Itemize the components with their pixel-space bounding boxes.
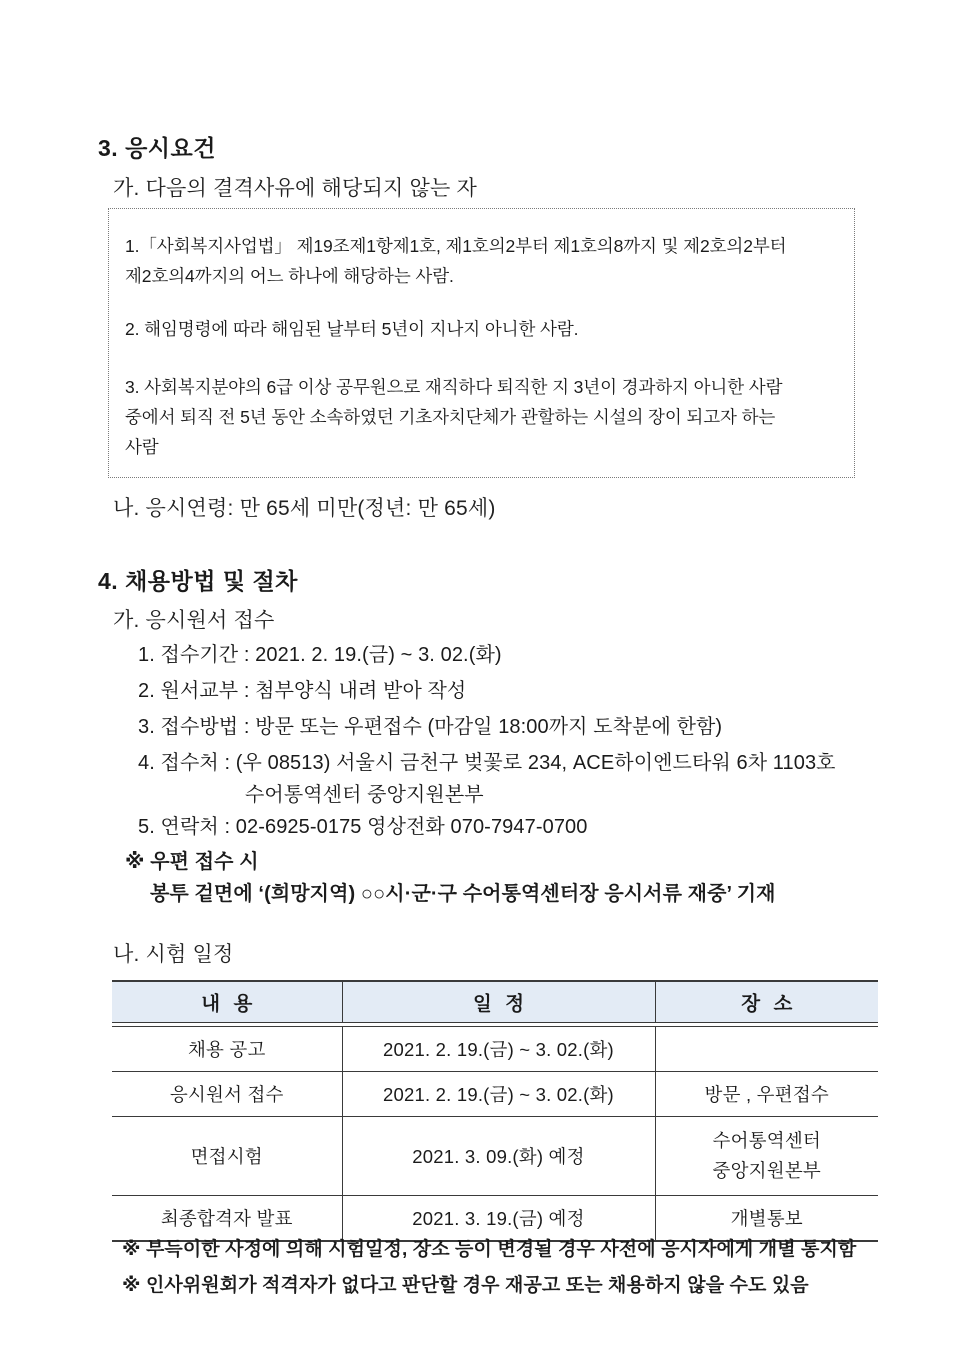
disqualification-box	[108, 208, 855, 478]
application-item-4-continuation: 수어통역센터 중앙지원본부	[245, 784, 484, 806]
row-4-schedule: 2021. 3. 19.(금) 예정	[342, 1196, 655, 1242]
schedule-header-content: 내 용	[112, 981, 342, 1023]
table-row	[112, 1027, 878, 1072]
disqualification-item-3-line-3: 사람	[125, 437, 159, 457]
section-3-heading	[98, 130, 216, 163]
application-item-2: 2. 원서교부 : 첨부양식 내려 받아 작성	[138, 680, 467, 702]
row-3-place	[655, 1117, 878, 1196]
schedule-table	[112, 980, 878, 1242]
disqualification-item-2-line-1: 2. 해임명령에 따라 해임된 날부터 5년이 지나지 아니한 사람.	[125, 319, 579, 339]
schedule-table-header-row	[112, 981, 878, 1023]
section-4-number: 4.	[98, 568, 119, 594]
row-2-schedule: 2021. 2. 19.(금) ~ 3. 02.(화)	[342, 1072, 655, 1117]
section-4-sub-label-a: 가. 응시원서 접수	[113, 609, 275, 632]
disqualification-item-1-line-1: 1.「사회복지사업법」 제19조제1항제1호, 제1호의2부터 제1호의8까지 및 제2호의2부터	[125, 236, 787, 256]
application-item-4: 4. 접수처 : (우 08513) 서울시 금천구 벚꽃로 234, ACE하이엔드타워 6차 1103호	[138, 752, 836, 774]
section-4-sub-label-b: 나. 시험 일정	[113, 943, 234, 966]
row-4-content: 최종합격자 발표	[112, 1196, 342, 1242]
table-row	[112, 1072, 878, 1117]
row-1-schedule: 2021. 2. 19.(금) ~ 3. 02.(화)	[342, 1027, 655, 1072]
disqualification-item-3-line-1: 3. 사회복지분야의 6급 이상 공무원으로 재직하다 퇴직한 지 3년이 경과하지 아니한 사람	[125, 377, 783, 397]
mail-notice-title: ※ 우편 접수 시	[125, 851, 259, 873]
row-2-place: 방문 , 우편접수	[655, 1072, 878, 1117]
mail-notice-body: 봉투 겉면에 ‘(희망지역) ○○시·군·구 수어통역센터장 응시서류 재중’ 기재	[150, 883, 776, 905]
schedule-header-place: 장 소	[655, 981, 878, 1023]
disqualification-item-3	[125, 372, 782, 462]
row-2-content: 응시원서 접수	[112, 1072, 342, 1117]
row-1-place	[655, 1027, 878, 1072]
row-1-content: 채용 공고	[112, 1027, 342, 1072]
section-3-number: 3.	[98, 135, 119, 161]
section-3-title: 응시요건	[125, 135, 216, 161]
schedule-header-date: 일 정	[342, 981, 655, 1023]
section-3-sub-label: 가. 다음의 결격사유에 해당되지 않는 자	[113, 177, 477, 200]
row-3-place-line-1: 수어통역센터	[712, 1130, 821, 1151]
row-3-schedule: 2021. 3. 09.(화) 예정	[342, 1117, 655, 1196]
application-item-5: 5. 연락처 : 02-6925-0175 영상전화 070-7947-0700	[138, 816, 588, 838]
row-4-place: 개별통보	[655, 1196, 878, 1242]
disqualification-item-2	[125, 314, 578, 344]
disqualification-item-1-line-2: 제2호의4까지의 어느 하나에 해당하는 사람.	[125, 266, 454, 286]
section-4-heading	[98, 563, 298, 596]
row-3-content: 면접시험	[112, 1117, 342, 1196]
footnote-2: ※ 인사위원회가 적격자가 없다고 판단할 경우 재공고 또는 채용하지 않을 수도 있음	[122, 1275, 809, 1296]
section-4-title: 채용방법 및 절차	[125, 568, 298, 594]
disqualification-item-3-line-2: 중에서 퇴직 전 5년 동안 소속하였던 기초자치단체가 관할하는 시설의 장이 되고자 하는	[125, 407, 776, 427]
disqualification-item-1	[125, 231, 786, 291]
application-item-3: 3. 접수방법 : 방문 또는 우편접수 (마감일 18:00까지 도착분에 한함)	[138, 716, 723, 738]
table-row	[112, 1117, 878, 1196]
application-item-1: 1. 접수기간 : 2021. 2. 19.(금) ~ 3. 02.(화)	[138, 644, 502, 666]
footnote-1: ※ 부득이한 사정에 의해 시험일정, 장소 등이 변경될 경우 사전에 응시자에게 개별 통지함	[122, 1239, 857, 1260]
row-3-place-line-2: 중앙지원본부	[712, 1160, 821, 1181]
age-requirement-line: 나. 응시연령: 만 65세 미만(정년: 만 65세)	[113, 497, 496, 520]
